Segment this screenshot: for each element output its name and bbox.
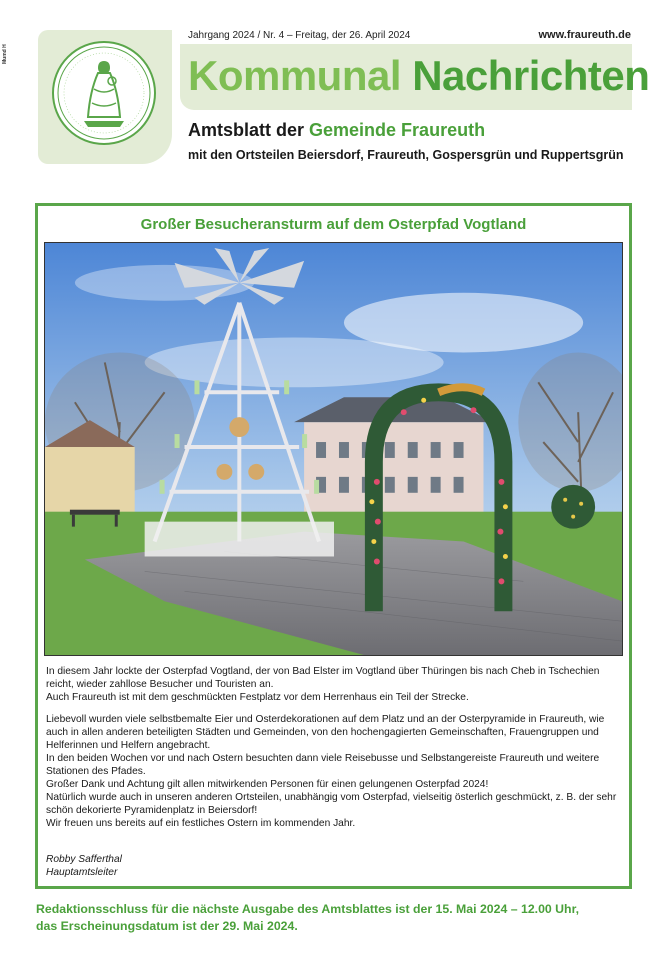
article-paragraph: Auch Fraureuth ist mit dem geschmückten Festplatz vor dem Herrenhaus ein Teil der Strecke. xyxy=(46,692,469,703)
article-paragraph: Großer Dank und Achtung gilt allen mitwirkenden Personen für einen gelungenen Osterpfad 2024! xyxy=(46,779,489,790)
website-link[interactable]: www.fraureuth.de xyxy=(538,29,631,41)
masthead-title xyxy=(188,52,649,100)
article-body xyxy=(46,665,628,830)
subtitle-highlight: Gemeinde Fraureuth xyxy=(309,120,486,140)
side-code: Mumd H xyxy=(2,44,8,64)
article-paragraph: Wir freuen uns bereits auf ein festliches Ostern im kommenden Jahr. xyxy=(46,818,356,829)
subtitle xyxy=(188,120,485,141)
article-paragraph: In den beiden Wochen vor und nach Ostern besuchten dann viele Reisebusse und Selbstangereiste Fraureuth und weitere Stationen des Pfades. xyxy=(46,753,600,777)
article-signature xyxy=(46,853,122,879)
article-headline: Großer Besucheransturm auf dem Osterpfad Vogtland xyxy=(140,216,527,233)
author-name: Robby Safferthal xyxy=(46,854,122,865)
article-paragraph: In diesem Jahr lockte der Osterpfad Vogtland, der von Bad Elster im Vogtland über Thüringen bis nach Cheb in Tschechien reicht, wieder zahllose Besucher und Touristen an. xyxy=(46,666,600,690)
deadline-line-2: das Erscheinungsdatum ist der 29. Mai 2024. xyxy=(36,919,298,933)
article-paragraph: Liebevoll wurden viele selbstbemalte Eier und Osterdekorationen auf dem Platz und an der Osterpyramide in Fraureuth, wie auch in allen anderen beteiligten Städten und Gemeinden, von den hochengagierten Gemeinschaften, Frauengruppen und Helferinnen und Helfern angebracht. xyxy=(46,714,605,751)
article-photo xyxy=(44,242,623,656)
issue-line: Jahrgang 2024 / Nr. 4 – Freitag, der 26. April 2024 xyxy=(188,30,411,41)
municipal-seal-icon xyxy=(52,41,156,145)
masthead-title-part2: Nachrichten xyxy=(412,52,650,99)
deadline-notice xyxy=(36,901,636,935)
subline: mit den Ortsteilen Beiersdorf, Fraureuth, Gospersgrün und Ruppertsgrün xyxy=(188,148,624,162)
article-paragraph: Natürlich wurde auch in unseren anderen Ortsteilen, unabhängig vom Osterpfad, vielseitig österlich geschmückt, z. B. der sehr schön dekorierte Pyramidenplatz in Beiersdorf! xyxy=(46,792,617,816)
author-role: Hauptamtsleiter xyxy=(46,867,118,878)
deadline-line-1: Redaktionsschluss für die nächste Ausgabe des Amtsblattes ist der 15. Mai 2024 – 12.00 Uhr, xyxy=(36,902,580,916)
masthead-title-part1: Kommunal xyxy=(188,52,402,99)
subtitle-prefix: Amtsblatt der xyxy=(188,120,310,140)
